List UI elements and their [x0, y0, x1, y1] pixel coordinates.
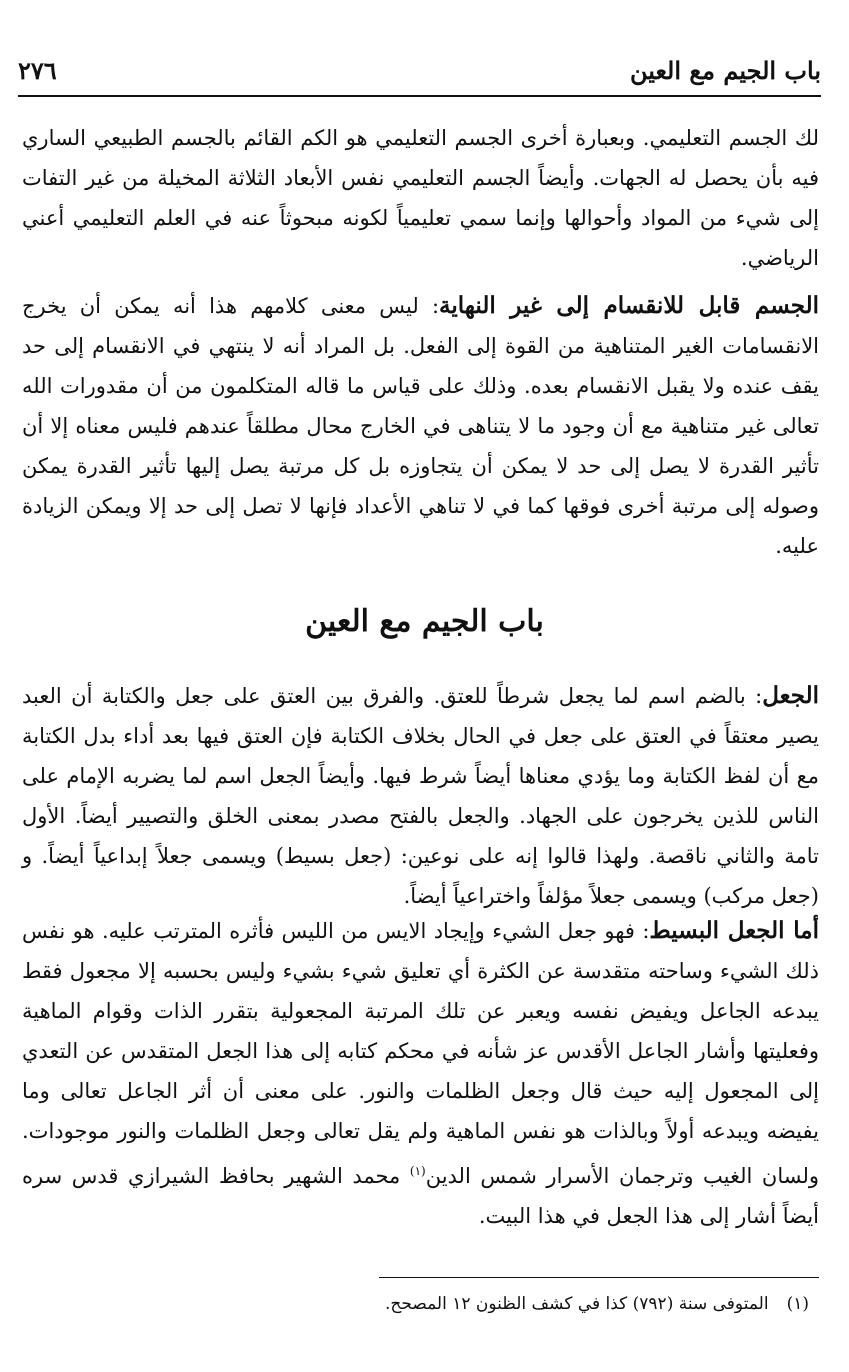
entry-term: أما الجعل البسيط [649, 917, 819, 944]
footnote-marker: (١) [786, 1294, 809, 1314]
entry-term: الجعل [762, 682, 819, 709]
page-number: ٢٧٦ [18, 56, 57, 85]
paragraph-simple-jaal [22, 911, 819, 1236]
paragraph-text: لك الجسم التعليمي. وبعبارة أخرى الجسم التعليمي هو الكم القائم بالجسم الطبيعي الساري فيه بأن يحصل له الجهات. وأيضاً الجسم التعليمي نفس الأبعاد الثلاثة المخيلة من غير التفات إلى شيء من المواد وأحوالها وإنما سمي تعليمياً لكونه مبحوثاً عنه في العلم التعليمي أعني الرياضي. [22, 126, 819, 270]
paragraph-continuation [22, 118, 819, 278]
footnote-reference[interactable]: (١) [409, 1164, 426, 1178]
header-divider [18, 95, 821, 97]
paragraph-infinite-division [22, 286, 819, 566]
paragraph-text: : فهو جعل الشيء وإيجاد الايس من الليس فأثره المترتب عليه. هو نفس ذلك الشيء وساحته متقدسة عن الكثرة أي تعليق شيء بشيء وليس بحسبه إلا مجعول فقط يبدعه الجاعل ويفيض نفسه ويعبر عن تلك المرتبة المجعولية بتقرر الذات وقوام الماهية وفعليتها وأشار الجاعل الأقدس عز شأنه في محكم كتابه إلى هذا الجعل المتقدس عن التعدي إلى المجعول إليه حيث قال وجعل الظلمات والنور. على معنى أن أثر الجاعل تعالى وما يفيضه ويبدعه أولاً وبالذات هو نفس الماهية ولم يقل تعالى وجعل الظلمات والنور موجودات. ولسان الغيب وترجمان الأسرار شمس الدين [22, 919, 820, 1188]
paragraph-text-continued: محمد الشهير بحافظ الشيرازي قدس سره أيضاً أشار إلى هذا الجعل في هذا البيت. [22, 1164, 819, 1228]
header-title: باب الجيم مع العين [629, 56, 821, 85]
paragraph-text: : بالضم اسم لما يجعل شرطاً للعتق. والفرق بين العتق على جعل والكتابة أن العبد يصير معتقاً في العتق على جعل في الحال بخلاف الكتابة فإن العتق فيها بعد أداء بدل الكتابة مع أن لفظ الكتابة وما يؤدي معناها أيضاً شرط فيها. وأيضاً الجعل اسم لما يضربه الإمام على الناس للذين يخرجون على الجهاد. والجعل بالفتح مصدر بمعنى الخلق والتصيير أيضاً. الأول تامة والثاني ناقصة. ولهذا قالوا إنه على نوعين: (جعل بسيط) ويسمى جعلاً إبداعياً أيضاً. و (جعل مركب) ويسمى جعلاً مؤلفاً واختراعياً أيضاً. [22, 684, 819, 908]
paragraph-text: : ليس معنى كلامهم هذا أنه يمكن أن يخرج الانقسامات الغير المتناهية من القوة إلى الفعل. بل المراد أنه لا ينتهي في الانقسام إلى حد يقف عنده ولا يقبل الانقسام بعده. وذلك على قياس ما قاله المتكلمون من أن مقدورات الله تعالى غير متناهية مع أن وجود ما لا يتناهى في الخارج محال مطلقاً عندهم فليس معناه إلا أن تأثير القدرة لا يصل إلى حد لا يمكن أن يتجاوزه بل كل مرتبة يصل إليها تأثير القدرة يمكن وصوله إلى مرتبة أخرى فوقها كما في لا تناهي الأعداد فإنها لا تصل إلى حد إلا ويمكن الزيادة عليه. [22, 294, 819, 558]
footnote-text: المتوفى سنة (٧٩٢) كذا في كشف الظنون ١٢ المصحح. [385, 1294, 769, 1314]
section-title: باب الجيم مع العين [305, 604, 544, 639]
footnote-divider [379, 1277, 819, 1278]
footnote [30, 1290, 809, 1318]
entry-term: الجسم قابل للانقسام إلى غير النهاية [439, 292, 819, 319]
running-header [18, 56, 821, 96]
paragraph-jaal [22, 676, 819, 916]
